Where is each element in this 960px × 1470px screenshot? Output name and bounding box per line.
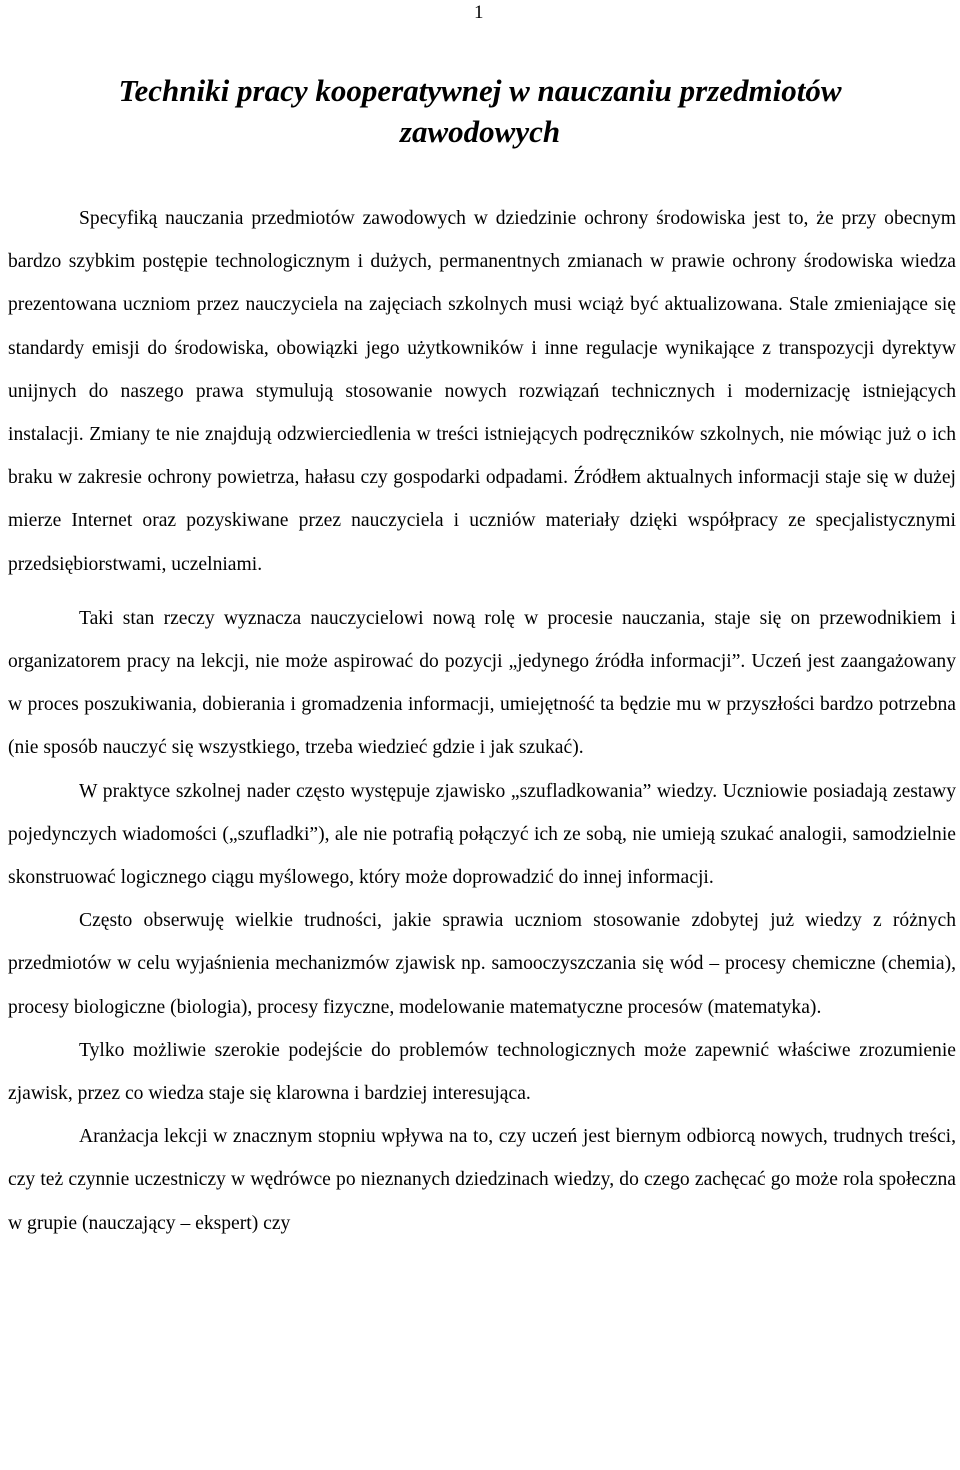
paragraph: Tylko możliwie szerokie podejście do problemów technologicznych może zapewnić właściwe zrozumienie zjawisk, przez co wiedza staje się klarowna i bardziej interesująca. xyxy=(8,1039,956,1105)
paragraph: Specyfiką nauczania przedmiotów zawodowych w dziedzinie ochrony środowiska jest to, że przy obecnym bardzo szybkim postępie technologicznym i dużych, permanentnych zmianach w prawie ochrony środowiska wiedza prezentowana uczniom przez nauczyciela na zajęciach szkolnych musi wciąż być aktualizowana. Stale zmieniające się standardy emisji do środowiska, obowiązki jego użytkowników i inne regulacje wynikające z transpozycji dyrektyw unijnych do naszego prawa stymulują stosowanie nowych rozwiązań technicznych i modernizację istniejących instalacji. Zmiany te nie znajdują odzwierciedlenia w treści istniejących podręczników szkolnych, nie mówiąc już o ich braku w zakresie ochrony powietrza, hałasu czy gospodarki odpadami. Źródłem aktualnych informacji staje się w dużej mierze Internet oraz pozyskiwane przez nauczyciela i uczniów materiały dzięki współpracy ze specjalistycznymi przedsiębiorstwami, uczelniami. xyxy=(8,208,956,575)
page-number: 1 xyxy=(474,2,484,23)
document-title: Techniki pracy kooperatywnej w nauczaniu przedmiotów zawodowych xyxy=(118,73,842,149)
paragraph: Taki stan rzeczy wyznacza nauczycielowi nową rolę w procesie nauczania, staje się on przewodnikiem i organizatorem pracy na lekcji, nie może aspirować do pozycji „jedynego źródła informacji”. Uczeń jest zaangażowany w proces poszukiwania, dobierania i gromadzenia informacji, umiejętność ta będzie mu w przyszłości bardzo potrzebna (nie sposób nauczyć się wszystkiego, trzeba wiedzieć gdzie i jak szukać). xyxy=(8,607,956,759)
paragraph: W praktyce szkolnej nader często występuje zjawisko „szufladkowania” wiedzy. Uczniowie posiadają zestawy pojedynczych wiadomości („szufladki”), ale nie potrafią połączyć ich ze sobą, nie umieją szukać analogii, samodzielnie skonstruować logicznego ciągu myślowego, który może doprowadzić do innej informacji. xyxy=(8,780,956,889)
paragraph: Często obserwuję wielkie trudności, jakie sprawia uczniom stosowanie zdobytej już wiedzy z różnych przedmiotów w celu wyjaśnienia mechanizmów zjawisk np. samooczyszczania się wód – procesy chemiczne (chemia), procesy biologiczne (biologia), procesy fizyczne, modelowanie matematyczne procesów (matematyka). xyxy=(8,910,956,1018)
paragraph: Aranżacja lekcji w znacznym stopniu wpływa na to, czy uczeń jest biernym odbiorcą nowych, trudnych treści, czy też czynnie uczestniczy w wędrówce po nieznanych dziedzinach wiedzy, do czego zachęcać go może rola społeczna w grupie (nauczający – ekspert) czy xyxy=(8,1126,956,1234)
document-body xyxy=(8,197,956,1245)
